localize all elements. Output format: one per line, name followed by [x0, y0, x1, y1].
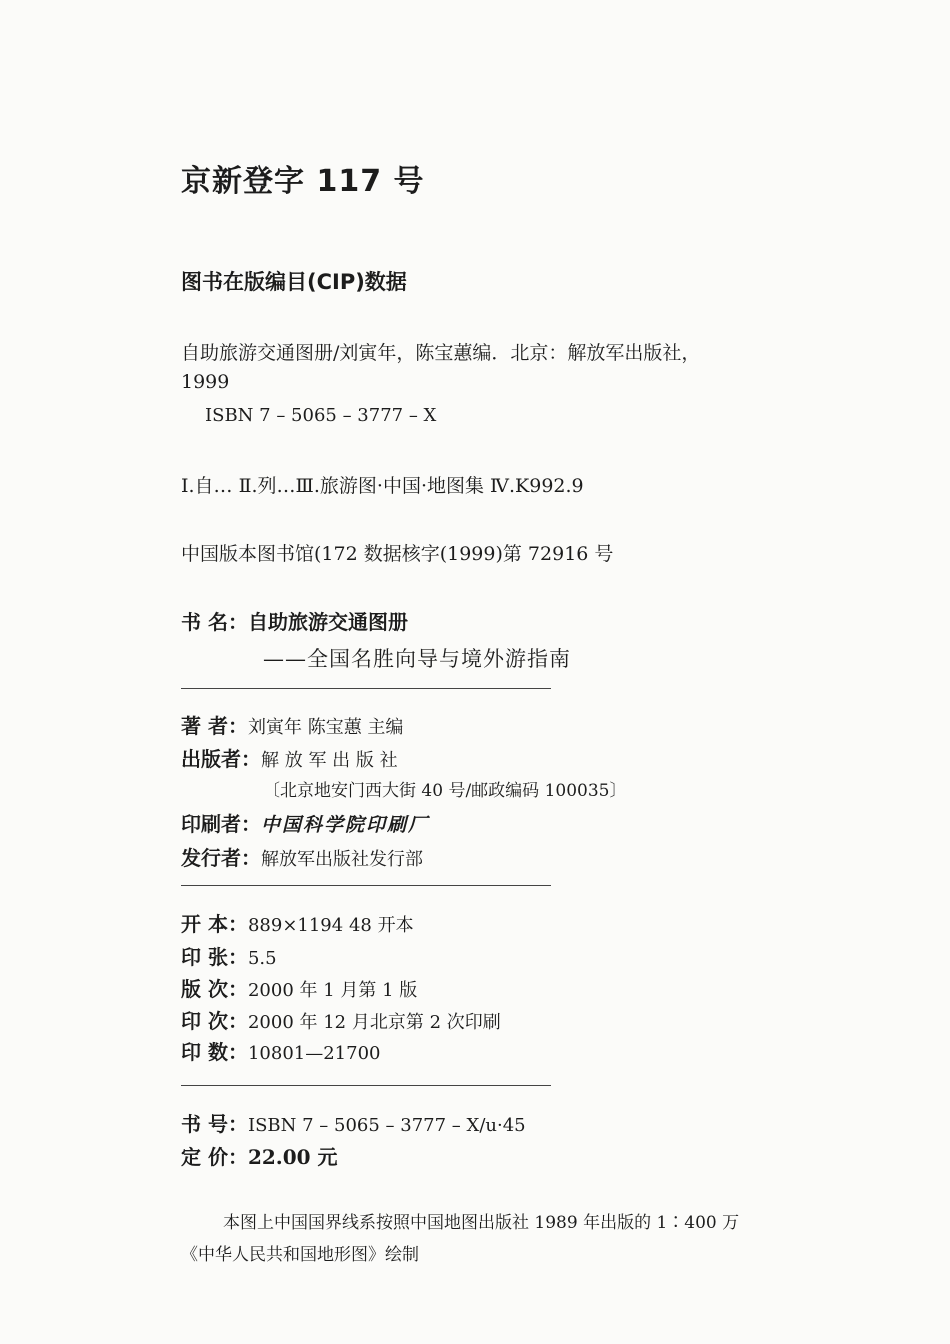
price-label: 定 价： — [181, 1145, 248, 1169]
distributor-row — [181, 842, 423, 871]
printing-value: 2000 年 12 月北京第 2 次印刷 — [247, 1012, 501, 1033]
publisher-label: 出版者： — [181, 747, 261, 771]
title-value: 自助旅游交通图册 — [247, 610, 408, 634]
cip-isbn: ISBN 7 – 5065 – 3777 – X — [205, 405, 437, 426]
sheets-value: 5.5 — [247, 948, 277, 969]
distributor-label: 发行者： — [181, 846, 261, 870]
printer-label: 印刷者： — [181, 812, 261, 836]
printer-value: 中国科学院印刷厂 — [261, 814, 430, 836]
distributor-value: 解放军出版社发行部 — [261, 849, 423, 870]
author-label: 著 者： — [181, 714, 248, 738]
cip-entry-year: 1999 — [181, 371, 230, 393]
format-value: 889×1194 48 开本 — [247, 915, 414, 936]
publisher-row — [181, 743, 398, 772]
edition-label: 版 次： — [181, 977, 248, 1001]
cip-entry-line: 自助旅游交通图册/刘寅年，陈宝蕙编．北京：解放军出版社， — [181, 342, 701, 364]
publisher-value: 解 放 军 出 版 社 — [261, 750, 398, 771]
registration-number: 京新登字 117 号 — [181, 164, 425, 199]
subtitle: ——全国名胜向导与境外游指南 — [263, 647, 571, 671]
edition-value: 2000 年 1 月第 1 版 — [247, 980, 418, 1001]
author-row — [181, 710, 403, 739]
divider — [181, 885, 551, 886]
cip-library-record: 中国版本图书馆(172 数据核字(1999)第 72916 号 — [181, 543, 614, 565]
printing-label: 印 次： — [181, 1009, 248, 1033]
price-value: 22.00 元 — [247, 1145, 338, 1169]
sheets-row — [181, 941, 277, 970]
map-note-line: 《中华人民共和国地形图》绘制 — [181, 1245, 419, 1265]
edition-row — [181, 973, 417, 1002]
divider — [181, 688, 551, 689]
book-number-row — [181, 1108, 526, 1137]
title-label: 书 名： — [181, 610, 248, 634]
copies-row — [181, 1036, 381, 1065]
price-row — [181, 1141, 338, 1170]
book-number-label: 书 号： — [181, 1112, 248, 1136]
format-label: 开 本： — [181, 912, 248, 936]
copies-label: 印 数： — [181, 1040, 248, 1064]
author-value: 刘寅年 陈宝蕙 主编 — [247, 717, 404, 738]
format-row — [181, 908, 414, 937]
cip-classification: Ⅰ.自… Ⅱ.列…Ⅲ.旅游图·中国·地图集 Ⅳ.K992.9 — [181, 475, 584, 497]
printing-row — [181, 1005, 501, 1034]
title-row — [181, 606, 408, 635]
copies-value: 10801—21700 — [247, 1043, 381, 1064]
book-number-value: ISBN 7 – 5065 – 3777 – X/u·45 — [247, 1115, 526, 1136]
printer-row — [181, 808, 429, 837]
cip-heading: 图书在版编目(CIP)数据 — [181, 270, 407, 294]
publisher-address: 〔北京地安门西大街 40 号/邮政编码 100035〕 — [263, 781, 627, 801]
map-note-line: 本图上中国国界线系按照中国地图出版社 1989 年出版的 1∶400 万 — [223, 1213, 740, 1233]
sheets-label: 印 张： — [181, 945, 248, 969]
divider — [181, 1085, 551, 1086]
